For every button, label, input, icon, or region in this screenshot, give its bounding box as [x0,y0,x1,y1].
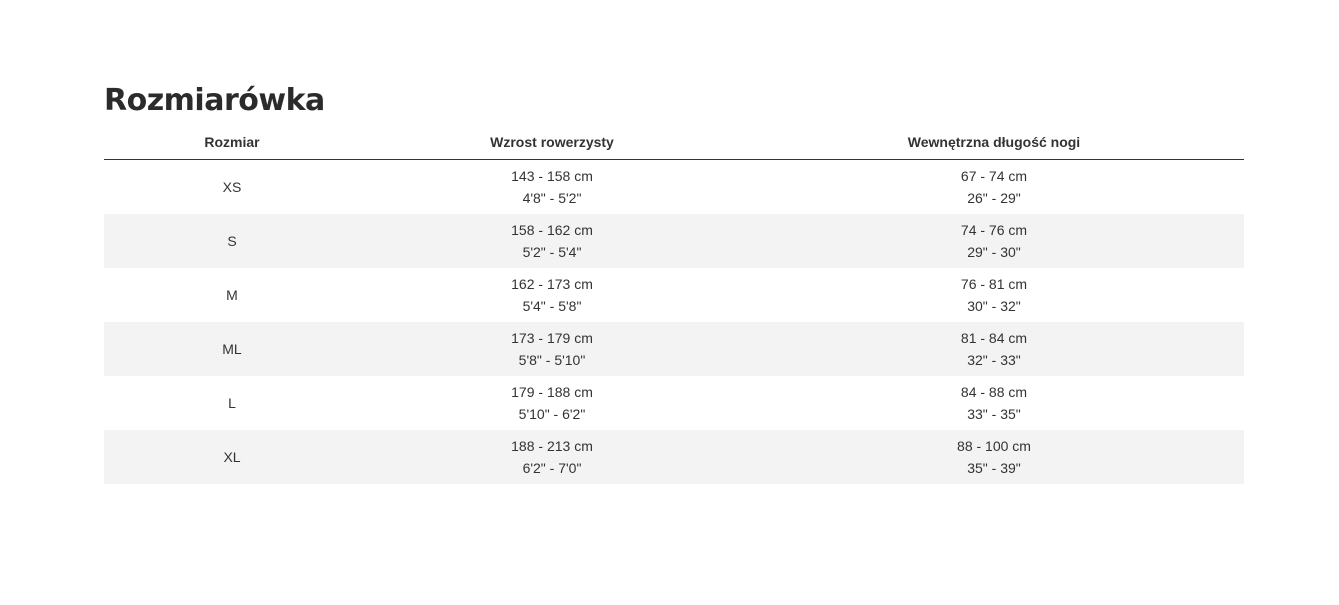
inseam-in: 35" - 39" [967,460,1021,476]
height-cm: 173 - 179 cm [511,330,593,346]
size-cell: ML [104,322,360,376]
rider-height-cell [360,160,744,215]
inseam-cell [744,160,1244,215]
height-cm: 162 - 173 cm [511,276,593,292]
inseam-cell [744,214,1244,268]
inseam-cm: 84 - 88 cm [960,384,1028,400]
size-cell: M [226,287,238,303]
page-title: Rozmiarówka [104,83,325,118]
inseam-cell [744,322,1244,376]
height-ft: 6'2" - 7'0" [522,460,582,476]
inseam-in: 26" - 29" [967,190,1021,206]
inseam-cm: 74 - 76 cm [960,222,1028,238]
height-cm: 188 - 213 cm [511,438,593,454]
size-table [104,124,1244,484]
height-cm: 143 - 158 cm [511,168,593,184]
height-ft: 5'4" - 5'8" [522,298,582,314]
table-row [104,160,1244,215]
inseam-cm: 67 - 74 cm [960,168,1028,184]
table-row [104,322,1244,376]
inseam-cell [744,430,1244,484]
inseam-in: 33" - 35" [967,406,1021,422]
column-header-size: Rozmiar [104,124,360,160]
size-cell: XL [104,430,360,484]
height-ft: 4'8" - 5'2" [522,190,582,206]
inseam-cell [744,376,1244,430]
height-cm: 179 - 188 cm [511,384,593,400]
inseam-cm: 76 - 81 cm [960,276,1028,292]
inseam-in: 29" - 30" [967,244,1021,260]
inseam-in: 32" - 33" [967,352,1021,368]
table-header-row [104,124,1244,160]
rider-height-cell [360,214,744,268]
column-header-rider-height: Wzrost rowerzysty [360,124,744,160]
size-cell: L [228,395,236,411]
size-chart [104,82,1244,484]
inseam-cell [744,268,1244,322]
inseam-cm: 81 - 84 cm [960,330,1028,346]
table-row [104,430,1244,484]
height-cm: 158 - 162 cm [511,222,593,238]
size-cell: XS [222,179,242,195]
rider-height-cell [360,268,744,322]
height-ft: 5'2" - 5'4" [522,244,582,260]
rider-height-cell [360,430,744,484]
rider-height-cell [360,322,744,376]
height-ft: 5'10" - 6'2" [518,406,586,422]
size-cell: S [104,214,360,268]
rider-height-cell [360,376,744,430]
inseam-cm: 88 - 100 cm [957,438,1031,454]
table-row [104,214,1244,268]
table-row [104,376,1244,430]
height-ft: 5'8" - 5'10" [518,352,586,368]
table-row [104,268,1244,322]
inseam-in: 30" - 32" [967,298,1021,314]
column-header-inseam: Wewnętrzna długość nogi [744,124,1244,160]
